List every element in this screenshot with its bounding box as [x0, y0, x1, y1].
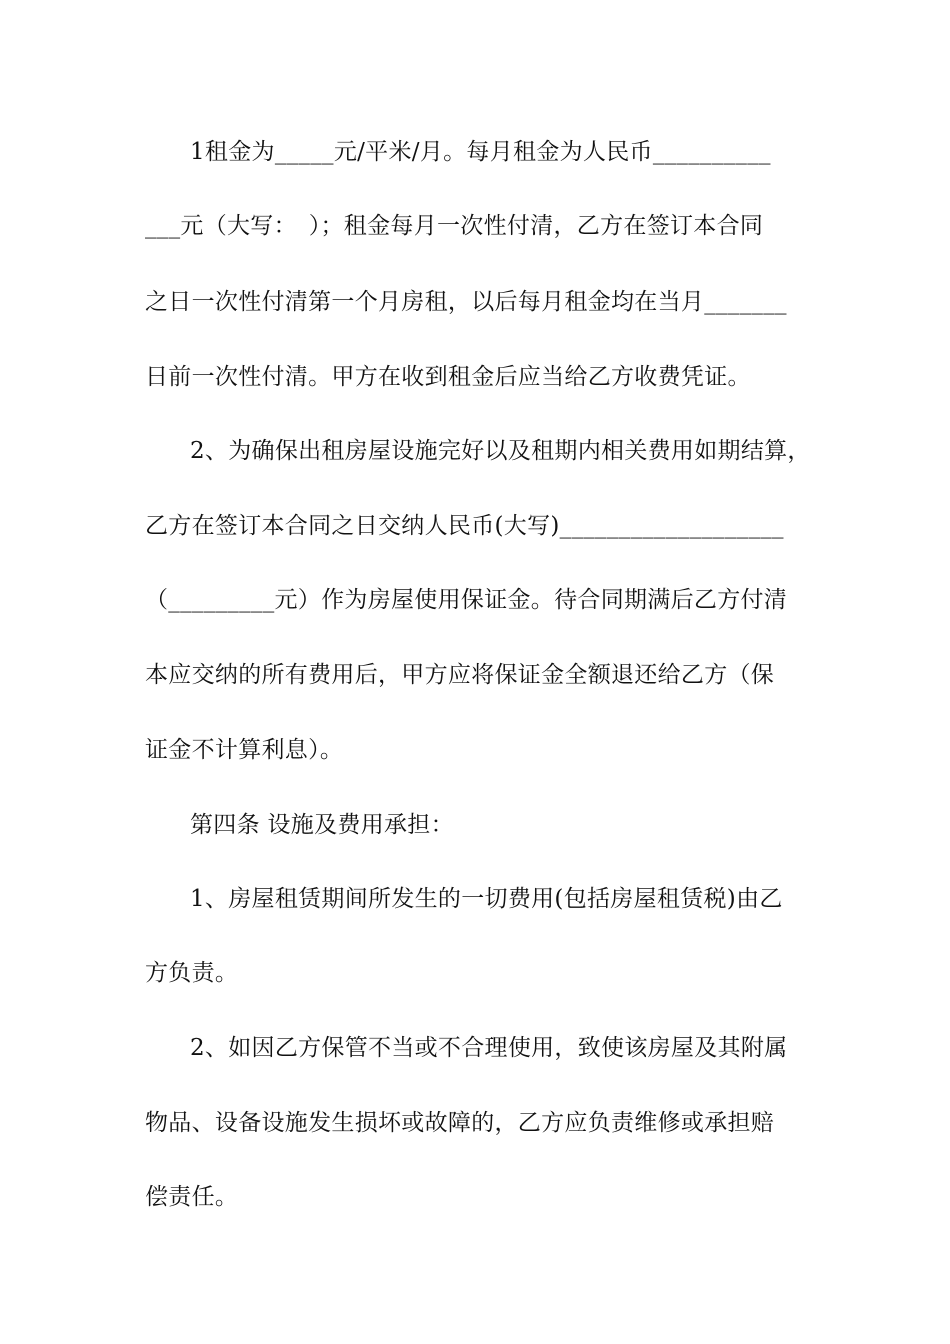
section-heading: 第四条 设施及费用承担：	[190, 812, 454, 838]
text-line-14: 物品、设备设施发生损坏或故障的，乙方应负责维修或承担赔	[145, 1110, 775, 1136]
text-line-2: ___元（大写： ）；租金每月一次性付清，乙方在签订本合同	[145, 213, 764, 239]
text-line-12: 方负责。	[145, 960, 239, 986]
text-line-11: 1、房屋租赁期间所发生的一切费用(包括房屋租赁税)由乙	[190, 886, 783, 912]
text-line-9: 证金不计算利息）。	[145, 737, 344, 763]
text-line-15: 偿责任。	[145, 1184, 239, 1210]
text-line-13: 2、如因乙方保管不当或不合理使用，致使该房屋及其附属	[190, 1035, 788, 1061]
text-line-1: 1租金为_____元/平米/月。每月租金为人民币__________	[190, 139, 771, 165]
text-line-8: 本应交纳的所有费用后，甲方应将保证金全额退还给乙方（保	[145, 662, 775, 688]
text-line-6: 乙方在签订本合同之日交纳人民币(大写)___________________	[145, 513, 784, 539]
text-line-5: 2、为确保出租房屋设施完好以及租期内相关费用如期结算，	[190, 438, 811, 464]
text-line-3: 之日一次性付清第一个月房租，以后每月租金均在当月_______	[145, 289, 787, 315]
text-line-4: 日前一次性付清。甲方在收到租金后应当给乙方收费凭证。	[145, 364, 751, 390]
text-line-7: （_________元）作为房屋使用保证金。待合同期满后乙方付清	[145, 587, 788, 613]
